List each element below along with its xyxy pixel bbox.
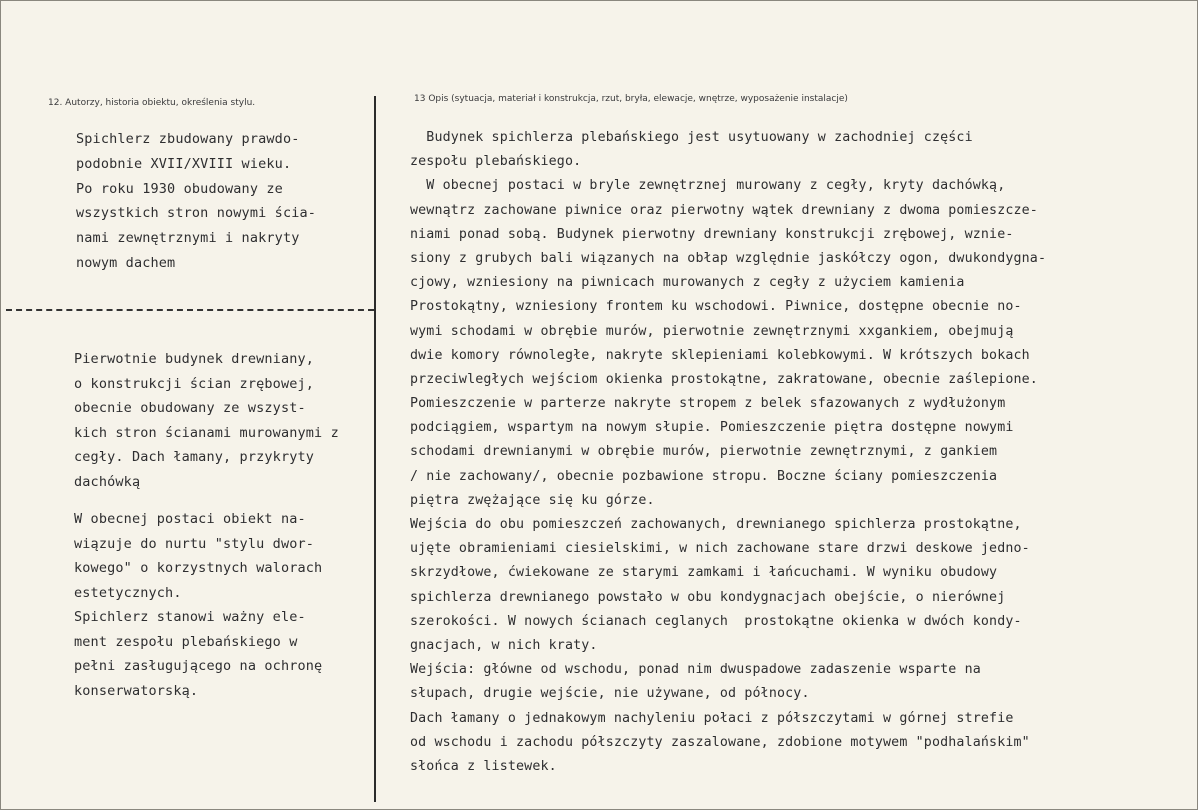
text-line: / nie zachowany/, obecnie pozbawione stropu. Boczne ściany pomieszczenia — [410, 468, 998, 484]
text-line: skrzydłowe, ćwiekowane ze starymi zamkami i łańcuchami. W wyniku obudowy — [410, 565, 998, 581]
text-line: kowego" o korzystnych walorach — [74, 560, 323, 576]
description-text — [410, 126, 1046, 779]
text-line: słupach, drugie wejście, nie używane, od północy. — [410, 686, 810, 702]
text-line: ujęte obramieniami ciesielskimi, w nich zachowane stare drzwi deskowe jedno- — [410, 541, 1030, 557]
text-line: słońca z listewek. — [410, 758, 557, 774]
text-line: o konstrukcji ścian zrębowej, — [74, 375, 315, 392]
text-line: Wejścia do obu pomieszczeń zachowanych, drewnianego spichlerza prostokątne, — [410, 517, 1022, 532]
text-line: wszystkich stron nowymi ścia- — [76, 205, 317, 222]
text-line: Wejścia: główne od wschodu, ponad nim dwuspadowe zadaszenie wsparte na — [410, 662, 981, 678]
style-assessment-text — [74, 507, 322, 703]
text-line: podobnie XVII/XVIII wieku. — [76, 155, 292, 172]
section-13-header: 13 Opis (sytuacja, materiał i konstrukcja, rzut, bryła, elewacje, wnętrze, wyposażenie instalacje) — [414, 94, 848, 104]
text-line: dwie komory równoległe, nakryte sklepieniami kolebkowymi. W krótszych bokach — [410, 347, 1030, 363]
text-line: dachówką — [74, 473, 141, 490]
text-line: Prostokątny, wzniesiony frontem ku wschodowi. Piwnice, dostępne obecnie no- — [410, 299, 1022, 315]
text-line: wiązuje do nurtu "stylu dwor- — [74, 535, 315, 552]
text-line: gnacjach, w nich kraty. — [410, 637, 598, 653]
text-line: cegły. Dach łamany, przykryty — [74, 449, 315, 465]
text-line: Dach łamany o jednakowym nachyleniu połaci z półszczytami w górnej strefie — [410, 710, 1014, 726]
text-line: piętra zwężające się ku górze. — [410, 492, 655, 508]
text-line: zespołu plebańskiego. — [410, 154, 582, 170]
text-line: niami ponad sobą. Budynek pierwotny drewniany konstrukcji zrębowej, wznie- — [410, 226, 1014, 242]
text-line: nami zewnętrznymi i nakryty — [76, 230, 300, 247]
text-line: Spichlerz stanowi ważny ele- — [74, 609, 306, 625]
text-line: Spichlerz zbudowany prawdo- — [76, 131, 300, 147]
history-text — [76, 127, 316, 276]
text-line: spichlerza drewnianego powstało w obu kondygnacjach obejście, o nierównej — [410, 589, 1006, 605]
text-line: Pomieszczenie w parterze nakryte stropem z belek sfazowanych z wydłużonym — [410, 396, 1006, 412]
text-line: cjowy, wzniesiony na piwnicach murowanych z cegły z użyciem kamienia — [410, 275, 965, 291]
section-12-header: 12. Autorzy, historia obiektu, określenia stylu. — [48, 98, 256, 108]
text-line: kich stron ścianami murowanymi z — [74, 424, 339, 441]
text-line: przeciwległych wejściom okienka prostokątne, zakratowane, obecnie zaślepione. — [410, 371, 1038, 387]
text-line: szerokości. W nowych ścianach ceglanych prostokątne okienka w dwóch kondy- — [410, 613, 1022, 629]
text-line: W obecnej postaci obiekt na- — [74, 511, 306, 527]
text-line: Po roku 1930 obudowany ze — [76, 180, 283, 197]
text-line: wewnątrz zachowane piwnice oraz pierwotny wątek drewniany z dwoma pomieszcze- — [410, 202, 1038, 218]
text-line: konserwatorską. — [74, 682, 199, 699]
text-line: W obecnej postaci w bryle zewnętrznej murowany z cegły, kryty dachówką, — [410, 178, 1006, 194]
text-line: siony z grubych bali wiązanych na obłap względnie jaskółczy ogon, dwukondygna- — [410, 250, 1047, 266]
text-line: Budynek spichlerza plebańskiego jest usytuowany w zachodniej części — [410, 130, 973, 145]
text-line: Pierwotnie budynek drewniany, — [74, 351, 315, 367]
construction-summary-text — [74, 347, 339, 494]
text-line: od wschodu i zachodu półszczyty zaszalowane, zdobione motywem "podhalańskim" — [410, 734, 1030, 750]
text-line: wymi schodami w obrębie murów, pierwotnie zewnętrznymi xxgankiem, obejmują — [410, 323, 1014, 339]
text-line: estetycznych. — [74, 584, 182, 601]
text-line: ment zespołu plebańskiego w — [74, 633, 298, 650]
dashed-separator — [6, 309, 374, 311]
text-line: pełni zasługującego na ochronę — [74, 658, 323, 674]
text-line: nowym dachem — [76, 254, 176, 271]
column-divider — [374, 96, 376, 802]
text-line: podciągiem, wspartym na nowym słupie. Pomieszczenie piętra dostępne nowymi — [410, 420, 1014, 436]
text-line: schodami drewnianymi w obrębie murów, pierwotnie zewnętrznymi, z gankiem — [410, 444, 998, 460]
text-line: obecnie obudowany ze wszyst- — [74, 400, 306, 416]
